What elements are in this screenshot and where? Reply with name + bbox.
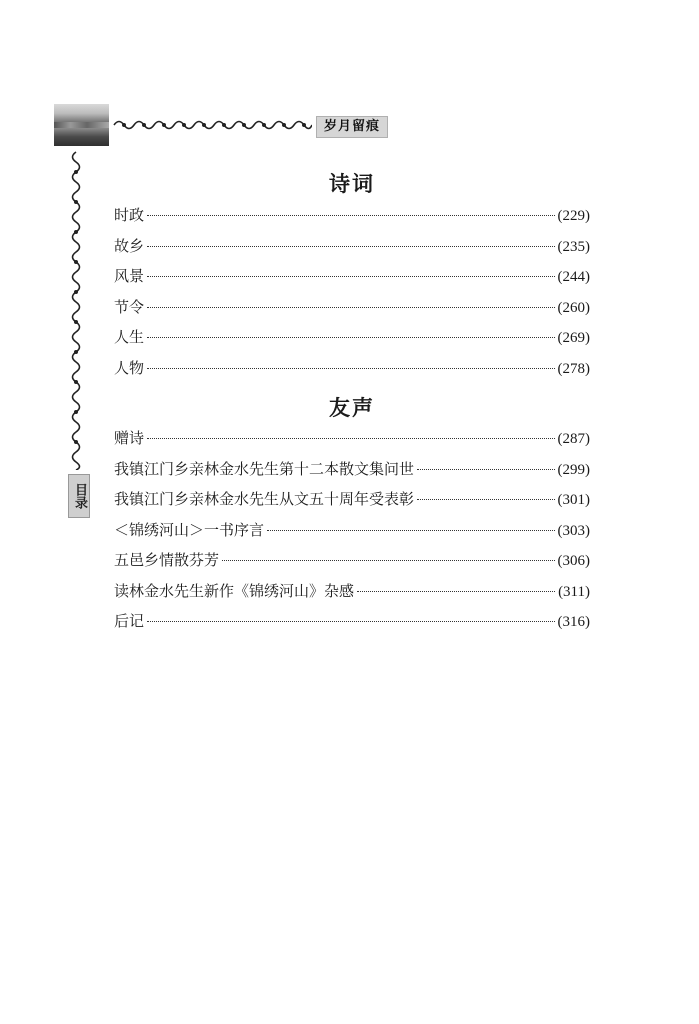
toc-entry[interactable] (114, 515, 590, 546)
toc-leader-dots (267, 530, 554, 531)
toc-leader-dots (147, 368, 554, 369)
toc-leader-dots (222, 560, 554, 561)
toc-entry-title: 读林金水先生新作《锦绣河山》杂感 (114, 581, 355, 600)
toc-entry[interactable] (114, 353, 590, 384)
toc-leader-dots (147, 337, 554, 338)
toc-leader-dots (147, 276, 554, 277)
toc-leader-dots (147, 215, 554, 216)
toc-entry[interactable] (114, 454, 590, 485)
toc-entry-page: (301) (557, 492, 590, 508)
toc-entry-page: (306) (557, 553, 590, 569)
toc-entry-title: 赠诗 (114, 429, 145, 447)
header-photo (54, 104, 109, 146)
toc-leader-dots (417, 499, 554, 500)
toc-entry[interactable] (114, 576, 590, 607)
toc-entry-page: (278) (557, 360, 590, 377)
toc-entry[interactable] (114, 292, 590, 323)
side-ornament-border (66, 150, 86, 470)
toc-leader-dots (417, 469, 554, 470)
toc-leader-dots (147, 438, 554, 439)
toc-entry-page: (316) (557, 614, 590, 630)
toc-entry-title: 我镇江门乡亲林金水先生从文五十周年受表彰 (114, 490, 415, 508)
toc-entry-title: 人生 (114, 328, 145, 346)
toc-entry[interactable] (114, 231, 590, 262)
toc-side-tab: 目录 (68, 474, 90, 518)
toc-entry-title: 后记 (114, 612, 145, 630)
toc-entry-page: (229) (557, 208, 590, 224)
toc-entry-title: 我镇江门乡亲林金水先生第十二本散文集问世 (114, 459, 415, 478)
toc-list-friends (114, 423, 590, 637)
toc-entry-page: (299) (557, 461, 590, 478)
toc-leader-dots (147, 246, 554, 247)
book-title-label: 岁月留痕 (316, 116, 388, 138)
scroll-ornament-band (112, 118, 312, 132)
toc-entry-page: (269) (557, 330, 590, 346)
toc-entry-page: (303) (557, 522, 590, 539)
toc-entry[interactable] (114, 606, 590, 637)
toc-entry[interactable] (114, 545, 590, 576)
toc-entry-page: (287) (557, 431, 590, 447)
toc-entry-title: 人物 (114, 358, 145, 377)
toc-entry[interactable] (114, 261, 590, 292)
toc-entry-title: ＜锦绣河山＞一书序言 (114, 520, 265, 539)
toc-leader-dots (357, 591, 555, 592)
toc-entry-title: 故乡 (114, 236, 145, 255)
section-title-poetry: 诗词 (329, 171, 375, 196)
toc-entry[interactable] (114, 200, 590, 231)
toc-entry[interactable] (114, 322, 590, 353)
toc-entry-page: (311) (558, 583, 590, 600)
toc-leader-dots (147, 307, 554, 308)
toc-entry-title: 时政 (114, 206, 145, 224)
toc-entry-title: 五邑乡情散芬芳 (114, 551, 220, 569)
toc-leader-dots (147, 621, 554, 622)
toc-entry-page: (260) (557, 299, 590, 316)
toc-entry-title: 节令 (114, 297, 145, 316)
toc-entry-title: 风景 (114, 267, 145, 285)
toc-entry[interactable] (114, 423, 590, 454)
toc-list-poetry (114, 200, 590, 383)
toc-entry-page: (235) (557, 238, 590, 255)
toc-entry[interactable] (114, 484, 590, 515)
toc-entry-page: (244) (557, 269, 590, 285)
section-title-friends: 友声 (329, 395, 375, 420)
